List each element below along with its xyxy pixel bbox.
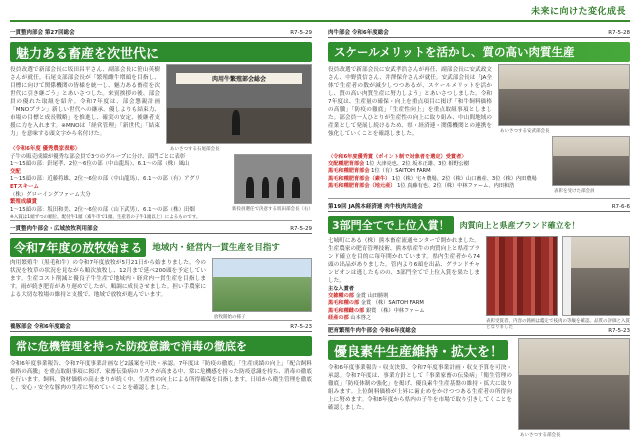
results-row xyxy=(328,300,480,307)
new-officers-photo xyxy=(234,154,312,204)
awards-row: 1〜15頭の部：坂田和美、2位～6位の部（山下武男）、6.1～の部（株）田畑 xyxy=(10,206,195,213)
awards-list xyxy=(10,146,228,222)
awards-row: 交配 xyxy=(10,168,21,175)
awards-row: 1〜15頭の部：近藤将雄、2位～6位の部（中山龍馬）、6.1～の部（有）アグリ xyxy=(10,176,200,183)
awards-row xyxy=(328,183,546,190)
photo-caption: 表彰受賞者、内容の銘柄は鑑定で枝肉の等級を確認、品質の評価と入賞となりました xyxy=(486,319,630,330)
article-beef-cattle-meeting xyxy=(328,28,630,194)
article-beef-breeding-meeting xyxy=(10,28,313,221)
grazing-photo xyxy=(212,258,312,312)
article-body: 七城町にある（株）熊本畜産流通センターで開かれました。生産農家の肥育管理技術、熊本県産牛の肉質向上と県産ブランド確立を目的に毎年開かれています。県内生産者から74頭の出品がありました。管内より6頭を出品、グランドチャンピオンは逃したものの、3部門全てで上位入賞を果たしました。 xyxy=(328,238,480,284)
article-divider xyxy=(10,320,312,321)
article-date: R7-5-29 xyxy=(290,226,312,232)
page-header-title: 未来に向けた変化成長 xyxy=(530,7,626,17)
officer-figure xyxy=(292,177,300,199)
headline-sub: 肉質向上と県産ブランド確立を！ xyxy=(459,220,580,230)
article-body: 役員改選で新部会長に安武孝浩さんが再任、副部会長に安武政文さん、中野貴信さん、井澤保介さんが就任。安武部会長は「JA全体で生産者の数が減少しつつあるが、スケールメリットを活かし、質の高い肉質生産に努力しよう」とあいさつしました。令和7年度は、生産量の確保・向上を重点項目に掲げ「和牛飼料価格の高騰」「防疫の徹底」「生産性向上」を重点取組事項としました。部会員一人ひとりが生産性の向上に取り組み、中山間地域の産業として発展し続けるため、県・経済連・関係機関との連携を強化していくことを確認しました。 xyxy=(328,67,492,137)
article-meta xyxy=(328,28,630,38)
photo-caption: 新役員選任で決意する坂田部会長（右） xyxy=(232,207,313,212)
article-headline xyxy=(10,238,312,256)
article-body: 肉用繁殖牛（黒毛和牛）の令和7年度放牧が5月21日から始まりました。今の状況を牧草の状況を見ながら順次放牧し、12月まで延べ200頭を予定しています。生産コスト削減と優良子牛生産で地域内・経営内一貫生産を目指します。雨が続き肥育があり遅めでしたが、順調に成長させました。担い手農家による大切な牧場の維持と支援で、地域で放牧が進んでいます。 xyxy=(10,260,206,298)
result-category: 黒毛和種雌の部 xyxy=(328,307,365,314)
winners-photo xyxy=(562,236,630,316)
article-date: R7-6-6 xyxy=(611,204,630,210)
awards-row: 繁殖成績賞 xyxy=(10,199,37,206)
photo-caption: 放牧開始の様子 xyxy=(214,315,246,320)
photo-caption: 表彰を受けた部会員 xyxy=(554,189,595,194)
results-table xyxy=(328,286,480,322)
meeting-photo xyxy=(498,64,630,126)
results-row xyxy=(328,308,480,315)
award-category: 黒毛和種肥育部会（地元産） xyxy=(328,182,396,189)
article-headline xyxy=(328,216,630,234)
article-date: R7-5-28 xyxy=(608,30,630,36)
article-breeding-cattle-meeting xyxy=(328,326,630,440)
results-row xyxy=(328,315,480,322)
article-divider xyxy=(10,220,312,221)
awards-note: ※入賞は1頭ずつの順位、配付牛1頭（素牛市で1頭、生産者の子牛1頭以上）によるものです。 xyxy=(10,215,201,221)
header-rule xyxy=(10,20,630,22)
winner-figure xyxy=(553,159,561,181)
officer-figure xyxy=(262,177,270,199)
awards-row xyxy=(328,176,546,183)
article-headline: 優良素牛生産維持・拡大を！ xyxy=(328,340,508,360)
result-winner: （株）SAITOH FARM xyxy=(372,300,424,307)
awards-row xyxy=(328,168,546,175)
officer-figure xyxy=(246,177,254,199)
section-label: 肉牛部会 令和6年度総会 xyxy=(328,30,389,36)
winner-figure xyxy=(563,268,571,299)
result-category: 経産の部 xyxy=(328,314,349,321)
article-meta xyxy=(328,202,630,212)
winner-figure xyxy=(563,299,571,316)
article-headline: スケールメリットを活かし、質の高い肉質生産 xyxy=(328,42,630,62)
article-headline: 常に危機管理を持った防疫意識で消毒の徹底を xyxy=(10,336,312,356)
result-winner: 山田勝則 xyxy=(367,293,389,300)
headline-main: 3部門全てで上位入賞！ xyxy=(328,216,454,234)
photo-caption: あいさつする安武部会長 xyxy=(500,129,550,134)
carcass-photo xyxy=(486,236,558,316)
awards-heading: 〈令和6年度 優秀農家表彰〉 xyxy=(10,146,81,152)
photo-caption: あいさつする部会長 xyxy=(520,433,561,438)
awards-list xyxy=(328,154,546,190)
article-meta xyxy=(328,326,630,336)
photo-caption: あいさつする石尾部会長 xyxy=(170,147,220,152)
result-winner: （株）中林ファーム xyxy=(378,307,425,314)
award-photo xyxy=(552,136,630,186)
article-body: 令和6年度事業報告、令和7年度事業計画など2議案を可決・承認。7年度は「防疫の徹底」「生産成績の向上」「配合飼料価格の高騰」を重点取組事項に掲げ、家畜伝染病のリスクが高まる中、常に危機感を持った防疫意識を持ち、消毒の徹底を行います。飼料、資材価格の高止まりが続く中、生産性の向上による所得確保を目指します。日頃から衛生管理を徹底し、安心・安全な豚肉の生産に努めていくことを確認しました。 xyxy=(10,361,312,391)
article-date: R7-5-23 xyxy=(608,328,630,334)
article-divider xyxy=(328,198,630,199)
article-meta xyxy=(10,322,312,332)
headline-sub: 地域内・経営内一貫生産を目指す xyxy=(152,243,280,253)
result-winner: 山本啓之 xyxy=(350,314,372,321)
awards-row: ETスキーム xyxy=(10,183,39,190)
article-pig-meeting xyxy=(10,322,312,432)
speaker-figure xyxy=(232,110,241,135)
meeting-photo xyxy=(166,64,312,144)
section-label: 一貫整肉部会 第27回総会 xyxy=(10,30,75,36)
result-prize: 金賞 xyxy=(360,300,372,307)
winner-figure xyxy=(553,137,561,159)
award-winners: 1位（有）SAITOH FARM xyxy=(371,168,431,175)
award-category: 黒毛和種肥育部会（素牛） xyxy=(328,175,391,182)
section-label: 養豚部会 令和6年度総会 xyxy=(10,324,71,330)
headline-main: 令和7年度の放牧始まる xyxy=(10,238,146,257)
awards-row: （株）グローイングファーム大分 xyxy=(10,191,91,198)
awards-heading: 〈令和6年度優秀賞（ポイント制で対象者を選定）受賞者〉 xyxy=(328,154,467,160)
article-body: 役員改選で新部会長に坂田昌平さん、副部会長に笹山英樹さんが就任。石尾支部部会長が「繁殖雌牛増頭を目指し、目標に向けて関係機関の皆様を統一し、魅力ある畜産を次世代に引き継ごう」とあいさつした。来賓挨拶の後、部会員の優れた取組を紹介。令和7年度は、部会懇親計画「MNOプラン」新しい世代への継承、優しよりも結束力、市場の目標と成長戦略」を推進し、確実の安定、後継者支援に力を入れます。※MNOは「経営管理」「新世代」「結束力」を意味する頭文字から名付けた。 xyxy=(10,67,160,137)
meeting-photo xyxy=(518,338,630,430)
page-header xyxy=(0,0,640,22)
result-category: 交雑種の部 xyxy=(328,293,354,300)
award-category: 交配種肥育部会 xyxy=(328,161,365,168)
photo-banner: 肉用牛繁殖部会総会 xyxy=(176,73,303,84)
article-meta xyxy=(10,28,312,38)
article-meta xyxy=(10,224,312,234)
section-label: 第19回 JA熊本経済連 肉牛枝肉共進会 xyxy=(328,204,423,210)
award-winners: 1位 真藤有也、2位（株）中林ファーム、内田和浩 xyxy=(397,182,515,189)
section-label: 肥育繁殖牛肉牛部会 令和6年度総会 xyxy=(328,328,417,334)
winner-figure xyxy=(553,180,561,186)
article-date: R7-5-29 xyxy=(290,30,312,36)
award-category: 黒毛和種肥育部会 xyxy=(328,168,370,175)
result-prize: 金賞 xyxy=(355,293,366,300)
result-prize: 銀賞 xyxy=(365,307,377,314)
section-label: 一貫整肉牛部会・広域放牧利用部会 xyxy=(10,226,99,232)
article-divider xyxy=(328,324,630,325)
speaker-figure xyxy=(519,339,530,375)
awards-row: 1〜15頭の部：針尾孝、2位～6位の部（中山龍馬）、6.1～の部（株）風山 xyxy=(10,161,190,168)
article-date: R7-5-23 xyxy=(290,324,312,330)
awards-intro: 子牛の販売成績が優秀な部会員で3つのグループに分け、部門ごとに表彰 xyxy=(10,153,186,160)
award-winners: 1位（株）宅々農場、2位（株）山口畜産、3位（株）内田農場 xyxy=(391,175,537,182)
officer-figure xyxy=(277,177,285,199)
result-category: 黒毛和種の部 xyxy=(328,300,360,307)
award-winners: 1位 大津亮也、2位 坂本正雄、3位 相野公樹 xyxy=(365,161,470,168)
article-body: 令和6年度事業報告・収支決算、令和7年度事業計画・収支予算を可決・承認。令和7年度は、事業方針として「事業家畜の伝染病」「衛生管理の徹底」「防疫体制の強化」を掲げ、優良素牛生産基盤の維持・拡大に取り組みます。上位飼料価格が上昇に歯止めをかけつつある生産者の所得向上に努めます。令和8年度から県内の子牛を市場で取り引きしてくことを確認しました。 xyxy=(328,365,512,411)
results-heading: 主な入賞者 xyxy=(328,286,354,292)
article-headline: 魅力ある畜産を次世代に xyxy=(10,42,312,62)
winner-figure xyxy=(563,237,571,268)
article-carcass-show xyxy=(328,202,630,330)
article-grazing-start xyxy=(10,224,312,320)
